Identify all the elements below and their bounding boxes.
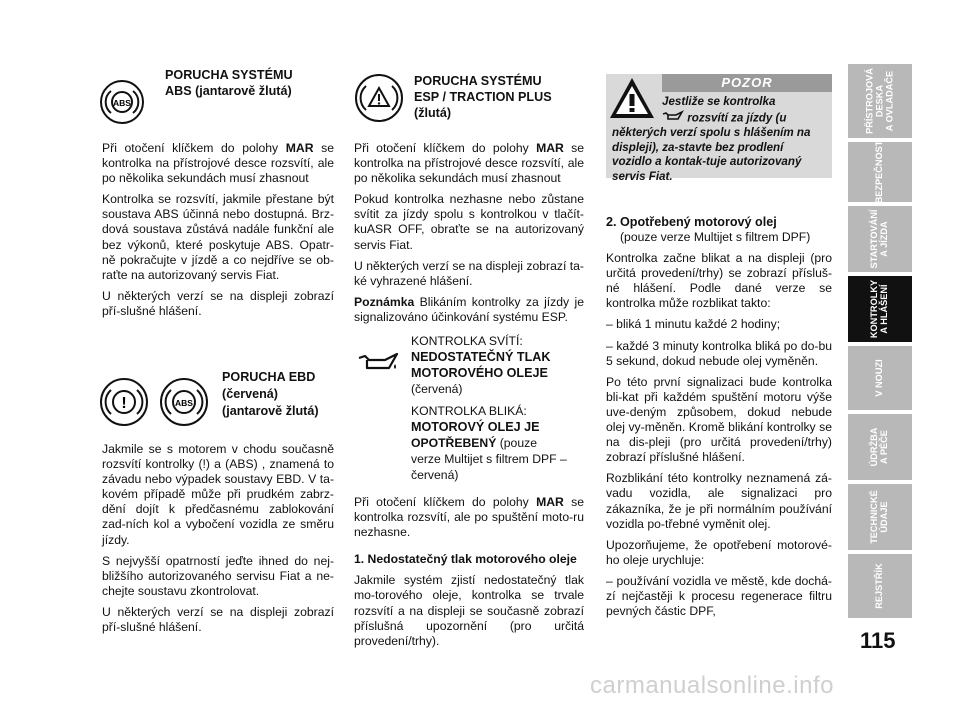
col1-p6: U některých verzí se na displeji zobrazí pří-slušné hlášení. <box>102 604 334 635</box>
abs-icon-text: ABS <box>113 98 131 108</box>
col1-p2: Kontrolka se rozsvítí, jakmile přestane být soustava ABS účinná nebo dostupná. Brz-dová soustava zůstává nadále funkční ale bez výkonů, které poskytuje ABS. Opatr-ně pokračujte v jízdě a co nejdříve se ob-raťte na autorizovaný servis Fiat. <box>102 192 334 282</box>
col3-p7: – používání vozidla ve městě, kde dochá-zí nejčastěji k procesu regenerace filtru pevných částic DPF, <box>606 573 832 619</box>
brake-warning-icon <box>100 378 148 426</box>
esp-warning-icon <box>355 74 403 122</box>
esp-title-line2: ESP / TRACTION PLUS <box>414 90 552 104</box>
svg-text:!: ! <box>121 395 127 412</box>
tab-rejstrik[interactable]: REJSTŘÍK <box>848 554 912 618</box>
col3-p1: Kontrolka začne blikat a na displeji (pro určitá provedení/trhy) se zobrazí přísluš-né hlášení. Podle dané verze se kontrolka může rozblikat takto: <box>606 251 832 311</box>
ebd-title-line2: (červená) <box>222 387 279 401</box>
col1-p5: S nejvyšší opatrností jeďte ihned do nej-bližšího autorizovaného servisu Fiat a ne-chejte soustavu zkontrolovat. <box>102 553 334 598</box>
tab-pristrojova-deska[interactable]: PŘÍSTROJOVÁ DESKA A OVLADAČE <box>848 64 912 138</box>
col2-p5: Při otočení klíčkem do polohy MAR se kontrolka rozsvítí, ale po spuštění moto-ru nezhasne. <box>354 495 584 540</box>
abs-title-line1: PORUCHA SYSTÉMU <box>165 68 293 82</box>
ebd-title-line3: (jantarově žlutá) <box>222 404 319 418</box>
oil-line2: NEDOSTATEČNÝ TLAK <box>411 350 551 364</box>
col1-body-top <box>102 141 334 325</box>
col2-p1: Při otočení klíčkem do polohy MAR se kontrolka na přístrojové desce rozsvítí, ale po několika sekundách musí zhasnout <box>354 141 584 186</box>
col2-subheading: 1. Nedostatečný tlak motorového oleje <box>354 552 577 567</box>
col2-body-top <box>354 141 584 331</box>
oil-can-icon <box>612 110 684 127</box>
page-number: 115 <box>860 628 896 653</box>
warning-text: Jestliže se kontrolka rozsvítí za jízdy (u některých verzí spolu s hlášením na displeji), za-stavte bez prodlení vozidlo a kontak-tuje autorizovaný servis Fiat. <box>612 95 811 183</box>
oil-line5: KONTROLKA BLIKÁ: <box>411 404 527 418</box>
pozor-label: POZOR <box>662 74 832 92</box>
ebd-title-line1: PORUCHA EBD <box>222 370 316 384</box>
oil-line1: KONTROLKA SVÍTÍ: <box>411 334 523 348</box>
oil-line4: (červená) <box>411 382 463 396</box>
col1-p1: Při otočení klíčkem do polohy MAR se kontrolka na přístrojové desce rozsvítí, ale po několika sekundách musí zhasnout <box>102 141 334 186</box>
col1-p4: Jakmile se s motorem v chodu současně rozsvítí kontrolky (!) a (ABS) , znamená to závadu nebo výpadek soustavy EBD. V ta-kovém případě může při prudkém zabrz-dění dojít k předčasnému zablokování zad-ních kol a vybočení vozidla ze směru jízdy. <box>102 442 334 547</box>
oil-line7: OPOTŘEBENÝ (pouze <box>411 436 537 450</box>
tab-v-nouzi[interactable]: V NOUZI <box>848 346 912 410</box>
oil-line9: červená) <box>411 468 459 482</box>
esp-heading <box>414 73 594 121</box>
tab-udrzba[interactable]: ÚDRŽBA A PÉČE <box>848 414 912 480</box>
tab-technicke-udaje[interactable]: TECHNICKÉ ÚDAJE <box>848 484 912 550</box>
col2-body-bottom <box>354 495 584 655</box>
col3-p3: – každé 3 minuty kontrolka bliká po do-bu 5 sekund, dokud nebude olej vyměněn. <box>606 338 832 368</box>
col3-heading: 2. Opotřebený motorový olej <box>606 215 777 229</box>
col1-body-bottom <box>102 442 334 641</box>
abs-warning-icon-2 <box>160 378 208 426</box>
abs-title-line2: ABS (jantarově žlutá) <box>165 84 292 98</box>
col3-p2: – bliká 1 minutu každé 2 hodiny; <box>606 317 781 332</box>
col2-p3: U některých verzí se na displeji zobrazí ta-ké vyhrazené hlášení. <box>354 258 584 288</box>
oil-line6: MOTOROVÝ OLEJ JE <box>411 420 540 434</box>
ebd-warning-icons <box>100 378 208 426</box>
abs-warning-icon <box>100 80 144 124</box>
svg-text:ABS: ABS <box>175 398 193 408</box>
col2-p4: Poznámka Blikáním kontrolky za jízdy je signalizováno účinkování systému ESP. <box>354 294 584 324</box>
col2-p6: Jakmile systém zjistí nedostatečný tlak mo-torového oleje, kontrolka se trvale rozsvítí a na displeji se současně zobrazí příslušná upozornění (pro určitá provedení/trhy). <box>354 573 584 648</box>
esp-title-line3: (žlutá) <box>414 106 452 120</box>
col3-p6: Upozorňujeme, že opotřebení motorové-ho oleje urychluje: <box>606 537 832 567</box>
oil-warning-block <box>411 333 586 483</box>
col3-p5: Rozblikání této kontrolky neznamená zá-vadu vozidla, ale signalizaci pro zákazníka, že je při normálním používání vozidla po-třebné vyměnit olej. <box>606 471 832 531</box>
watermark: carmanualsonline.info <box>590 672 834 699</box>
col3-p4: Po této první signalizaci bude kontrolka bli-kat při každém spuštění motoru výše uve-deným způsobem, dokud nebude olej vy-měněn. Kromě blikání kontrolky se na dis-pleji (pro určitá provedení/trhy) zobrazí příslušné hlášení. <box>606 374 832 465</box>
oil-pressure-icon <box>355 348 401 379</box>
col1-p3: U některých verzí se na displeji zobrazí pří-slušné hlášení. <box>102 288 334 318</box>
tab-bezpecnost[interactable]: BEZPEČNOST <box>848 142 912 202</box>
tab-kontrolky[interactable]: KONTROLKY A HLÁŠENÍ <box>848 276 912 342</box>
oil-line3: MOTOROVÉHO OLEJE <box>411 366 548 380</box>
ebd-heading <box>222 369 342 420</box>
abs-heading <box>165 67 345 99</box>
col2-p2: Pokud kontrolka nezhasne nebo zůstane svítit za jízdy spolu s kontrolkou v tlačít-kuASR OFF, obraťte se na autorizovaný servis Fiat. <box>354 192 584 252</box>
col3-body <box>606 214 832 625</box>
oil-line8: verze Multijet s filtrem DPF – <box>411 452 567 466</box>
tab-startovani[interactable]: STARTOVÁNÍ A JÍZDA <box>848 206 912 272</box>
esp-title-line1: PORUCHA SYSTÉMU <box>414 74 542 88</box>
col3-heading-sub: (pouze verze Multijet s filtrem DPF) <box>620 230 811 244</box>
